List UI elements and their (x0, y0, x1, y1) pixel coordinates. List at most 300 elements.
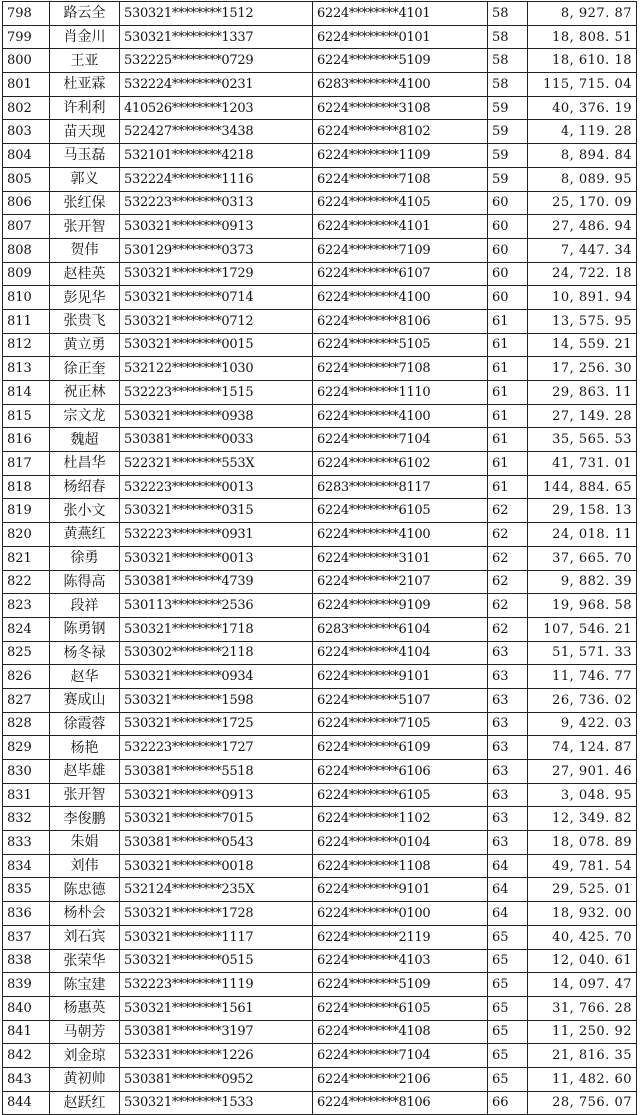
name-cell: 陈勇钢 (50, 617, 120, 641)
id-number-cell: 530321********1725 (120, 712, 313, 736)
name-cell: 赵跃红 (50, 1091, 120, 1115)
amount-cell: 13, 575. 95 (528, 309, 637, 333)
table-row (3, 1020, 637, 1044)
table-row (3, 309, 637, 333)
age-cell: 61 (488, 381, 528, 405)
name-cell: 黄立勇 (50, 333, 120, 357)
amount-cell: 11, 482. 60 (528, 1067, 637, 1091)
amount-cell: 29, 158. 13 (528, 499, 637, 523)
amount-cell: 12, 040. 61 (528, 949, 637, 973)
id-number-cell: 522427********3438 (120, 120, 313, 144)
row-number-cell: 833 (3, 831, 50, 855)
id-number-cell: 532223********0313 (120, 191, 313, 215)
id-number-cell: 530381********3197 (120, 1020, 313, 1044)
age-cell: 60 (488, 262, 528, 286)
table-row (3, 1067, 637, 1091)
bank-card-cell: 6224********1108 (313, 854, 488, 878)
id-number-cell: 530321********0934 (120, 665, 313, 689)
id-number-cell: 530381********5518 (120, 760, 313, 784)
table-row (3, 1044, 637, 1068)
bank-card-cell: 6224********1109 (313, 144, 488, 168)
age-cell: 64 (488, 854, 528, 878)
table-row (3, 428, 637, 452)
id-number-cell: 530321********1729 (120, 262, 313, 286)
table-row (3, 452, 637, 476)
row-number-cell: 826 (3, 665, 50, 689)
name-cell: 张开智 (50, 783, 120, 807)
name-cell: 张红保 (50, 191, 120, 215)
age-cell: 61 (488, 452, 528, 476)
bank-card-cell: 6224********6105 (313, 996, 488, 1020)
amount-cell: 14, 559. 21 (528, 333, 637, 357)
name-cell: 杨冬禄 (50, 641, 120, 665)
name-cell: 贺伟 (50, 238, 120, 262)
amount-cell: 18, 610. 18 (528, 49, 637, 73)
name-cell: 苗天现 (50, 120, 120, 144)
age-cell: 64 (488, 878, 528, 902)
name-cell: 刘石宾 (50, 925, 120, 949)
table-row (3, 333, 637, 357)
table-row (3, 831, 637, 855)
id-number-cell: 532223********0931 (120, 523, 313, 547)
age-cell: 59 (488, 167, 528, 191)
table-row (3, 712, 637, 736)
amount-cell: 8, 927. 87 (528, 2, 637, 26)
age-cell: 62 (488, 546, 528, 570)
table-row (3, 973, 637, 997)
row-number-cell: 824 (3, 617, 50, 641)
id-number-cell: 530321********1718 (120, 617, 313, 641)
amount-cell: 29, 863. 11 (528, 381, 637, 405)
row-number-cell: 840 (3, 996, 50, 1020)
age-cell: 59 (488, 120, 528, 144)
id-number-cell: 532223********1727 (120, 736, 313, 760)
age-cell: 61 (488, 333, 528, 357)
name-cell: 黄燕红 (50, 523, 120, 547)
amount-cell: 41, 731. 01 (528, 452, 637, 476)
name-cell: 徐正奎 (50, 357, 120, 381)
age-cell: 63 (488, 665, 528, 689)
age-cell: 63 (488, 688, 528, 712)
amount-cell: 9, 882. 39 (528, 570, 637, 594)
id-number-cell: 530321********7015 (120, 807, 313, 831)
table-row (3, 404, 637, 428)
row-number-cell: 829 (3, 736, 50, 760)
table-row (3, 357, 637, 381)
row-number-cell: 803 (3, 120, 50, 144)
bank-card-cell: 6224********5109 (313, 973, 488, 997)
row-number-cell: 806 (3, 191, 50, 215)
age-cell: 58 (488, 2, 528, 26)
row-number-cell: 813 (3, 357, 50, 381)
name-cell: 赵毕雄 (50, 760, 120, 784)
table-row (3, 641, 637, 665)
row-number-cell: 816 (3, 428, 50, 452)
table-row (3, 688, 637, 712)
amount-cell: 18, 078. 89 (528, 831, 637, 855)
amount-cell: 18, 932. 00 (528, 902, 637, 926)
name-cell: 肖金川 (50, 25, 120, 49)
bank-card-cell: 6224********7108 (313, 357, 488, 381)
id-number-cell: 530321********1337 (120, 25, 313, 49)
amount-cell: 49, 781. 54 (528, 854, 637, 878)
age-cell: 65 (488, 1020, 528, 1044)
roster-table (2, 1, 637, 1115)
amount-cell: 11, 746. 77 (528, 665, 637, 689)
age-cell: 63 (488, 641, 528, 665)
amount-cell: 19, 968. 58 (528, 594, 637, 618)
table-row (3, 949, 637, 973)
amount-cell: 115, 715. 04 (528, 73, 637, 97)
amount-cell: 40, 376. 19 (528, 96, 637, 120)
amount-cell: 74, 124. 87 (528, 736, 637, 760)
amount-cell: 3, 048. 95 (528, 783, 637, 807)
row-number-cell: 819 (3, 499, 50, 523)
age-cell: 63 (488, 783, 528, 807)
bank-card-cell: 6224********4105 (313, 191, 488, 215)
age-cell: 59 (488, 144, 528, 168)
amount-cell: 29, 525. 01 (528, 878, 637, 902)
row-number-cell: 818 (3, 475, 50, 499)
amount-cell: 10, 891. 94 (528, 286, 637, 310)
age-cell: 60 (488, 215, 528, 239)
row-number-cell: 815 (3, 404, 50, 428)
table-row (3, 617, 637, 641)
bank-card-cell: 6224********2107 (313, 570, 488, 594)
table-row (3, 2, 637, 26)
row-number-cell: 832 (3, 807, 50, 831)
table-row (3, 475, 637, 499)
bank-card-cell: 6224********0104 (313, 831, 488, 855)
table-row (3, 807, 637, 831)
table-row (3, 736, 637, 760)
table-row (3, 760, 637, 784)
name-cell: 张开智 (50, 215, 120, 239)
row-number-cell: 827 (3, 688, 50, 712)
id-number-cell: 532224********0231 (120, 73, 313, 97)
name-cell: 祝正林 (50, 381, 120, 405)
row-number-cell: 805 (3, 167, 50, 191)
table-row (3, 523, 637, 547)
row-number-cell: 830 (3, 760, 50, 784)
table-row (3, 996, 637, 1020)
bank-card-cell: 6224********8106 (313, 1091, 488, 1115)
amount-cell: 11, 250. 92 (528, 1020, 637, 1044)
age-cell: 62 (488, 499, 528, 523)
id-number-cell: 522321********553X (120, 452, 313, 476)
id-number-cell: 530321********0938 (120, 404, 313, 428)
row-number-cell: 810 (3, 286, 50, 310)
id-number-cell: 530321********0913 (120, 215, 313, 239)
amount-cell: 9, 422. 03 (528, 712, 637, 736)
age-cell: 58 (488, 73, 528, 97)
row-number-cell: 800 (3, 49, 50, 73)
age-cell: 62 (488, 523, 528, 547)
bank-card-cell: 6224********5107 (313, 688, 488, 712)
age-cell: 64 (488, 902, 528, 926)
bank-card-cell: 6224********2119 (313, 925, 488, 949)
age-cell: 61 (488, 475, 528, 499)
id-number-cell: 530321********0015 (120, 333, 313, 357)
name-cell: 宗文龙 (50, 404, 120, 428)
bank-card-cell: 6224********3108 (313, 96, 488, 120)
bank-card-cell: 6224********1102 (313, 807, 488, 831)
bank-card-cell: 6224********1110 (313, 381, 488, 405)
row-number-cell: 841 (3, 1020, 50, 1044)
bank-card-cell: 6224********6105 (313, 783, 488, 807)
row-number-cell: 802 (3, 96, 50, 120)
bank-card-cell: 6224********5109 (313, 49, 488, 73)
id-number-cell: 530321********1561 (120, 996, 313, 1020)
amount-cell: 37, 665. 70 (528, 546, 637, 570)
table-row (3, 783, 637, 807)
table-row (3, 49, 637, 73)
bank-card-cell: 6224********9101 (313, 665, 488, 689)
name-cell: 段祥 (50, 594, 120, 618)
id-number-cell: 532101********4218 (120, 144, 313, 168)
bank-card-cell: 6224********7108 (313, 167, 488, 191)
table-row (3, 120, 637, 144)
amount-cell: 25, 170. 09 (528, 191, 637, 215)
name-cell: 张荣华 (50, 949, 120, 973)
age-cell: 63 (488, 807, 528, 831)
id-number-cell: 530129********0373 (120, 238, 313, 262)
id-number-cell: 530381********0033 (120, 428, 313, 452)
age-cell: 62 (488, 570, 528, 594)
name-cell: 魏超 (50, 428, 120, 452)
row-number-cell: 843 (3, 1067, 50, 1091)
bank-card-cell: 6224********4103 (313, 949, 488, 973)
row-number-cell: 804 (3, 144, 50, 168)
id-number-cell: 530381********0952 (120, 1067, 313, 1091)
name-cell: 许利利 (50, 96, 120, 120)
amount-cell: 107, 546. 21 (528, 617, 637, 641)
amount-cell: 24, 018. 11 (528, 523, 637, 547)
table-row (3, 191, 637, 215)
row-number-cell: 823 (3, 594, 50, 618)
amount-cell: 18, 808. 51 (528, 25, 637, 49)
amount-cell: 28, 756. 07 (528, 1091, 637, 1115)
bank-card-cell: 6224********4108 (313, 1020, 488, 1044)
row-number-cell: 831 (3, 783, 50, 807)
row-number-cell: 809 (3, 262, 50, 286)
age-cell: 58 (488, 49, 528, 73)
age-cell: 61 (488, 404, 528, 428)
amount-cell: 7, 447. 34 (528, 238, 637, 262)
id-number-cell: 532223********1515 (120, 381, 313, 405)
age-cell: 63 (488, 831, 528, 855)
amount-cell: 8, 894. 84 (528, 144, 637, 168)
id-number-cell: 532224********1116 (120, 167, 313, 191)
amount-cell: 8, 089. 95 (528, 167, 637, 191)
bank-card-cell: 6224********4104 (313, 641, 488, 665)
name-cell: 王亚 (50, 49, 120, 73)
name-cell: 徐霞蓉 (50, 712, 120, 736)
age-cell: 60 (488, 191, 528, 215)
bank-card-cell: 6224********5105 (313, 333, 488, 357)
bank-card-cell: 6224********6109 (313, 736, 488, 760)
table-row (3, 878, 637, 902)
id-number-cell: 530321********1598 (120, 688, 313, 712)
bank-card-cell: 6283********4100 (313, 73, 488, 97)
row-number-cell: 820 (3, 523, 50, 547)
bank-card-cell: 6224********6102 (313, 452, 488, 476)
id-number-cell: 530321********0712 (120, 309, 313, 333)
bank-card-cell: 6224********7105 (313, 712, 488, 736)
bank-card-cell: 6224********0100 (313, 902, 488, 926)
age-cell: 66 (488, 1091, 528, 1115)
amount-cell: 17, 256. 30 (528, 357, 637, 381)
age-cell: 61 (488, 357, 528, 381)
row-number-cell: 835 (3, 878, 50, 902)
bank-card-cell: 6224********2106 (313, 1067, 488, 1091)
amount-cell: 27, 149. 28 (528, 404, 637, 428)
name-cell: 张小文 (50, 499, 120, 523)
id-number-cell: 530321********0013 (120, 546, 313, 570)
age-cell: 61 (488, 309, 528, 333)
id-number-cell: 530321********0018 (120, 854, 313, 878)
bank-card-cell: 6224********0101 (313, 25, 488, 49)
id-number-cell: 530113********2536 (120, 594, 313, 618)
id-number-cell: 532225********0729 (120, 49, 313, 73)
bank-card-cell: 6224********7104 (313, 1044, 488, 1068)
name-cell: 赛成山 (50, 688, 120, 712)
bank-card-cell: 6224********6105 (313, 499, 488, 523)
table-row (3, 25, 637, 49)
row-number-cell: 828 (3, 712, 50, 736)
name-cell: 陈宝建 (50, 973, 120, 997)
age-cell: 62 (488, 617, 528, 641)
table-row (3, 854, 637, 878)
age-cell: 61 (488, 428, 528, 452)
id-number-cell: 530321********0913 (120, 783, 313, 807)
bank-card-cell: 6224********6106 (313, 760, 488, 784)
name-cell: 黄初帅 (50, 1067, 120, 1091)
bank-card-cell: 6224********8106 (313, 309, 488, 333)
id-number-cell: 530321********1512 (120, 2, 313, 26)
amount-cell: 27, 486. 94 (528, 215, 637, 239)
table-row (3, 144, 637, 168)
table-row (3, 262, 637, 286)
amount-cell: 24, 722. 18 (528, 262, 637, 286)
id-number-cell: 532124********235X (120, 878, 313, 902)
name-cell: 杜亚霖 (50, 73, 120, 97)
age-cell: 65 (488, 1067, 528, 1091)
row-number-cell: 834 (3, 854, 50, 878)
row-number-cell: 799 (3, 25, 50, 49)
bank-card-cell: 6224********7109 (313, 238, 488, 262)
row-number-cell: 821 (3, 546, 50, 570)
amount-cell: 12, 349. 82 (528, 807, 637, 831)
id-number-cell: 530321********1728 (120, 902, 313, 926)
name-cell: 杜昌华 (50, 452, 120, 476)
row-number-cell: 811 (3, 309, 50, 333)
table-row (3, 73, 637, 97)
amount-cell: 26, 736. 02 (528, 688, 637, 712)
row-number-cell: 842 (3, 1044, 50, 1068)
name-cell: 杨朴会 (50, 902, 120, 926)
id-number-cell: 410526********1203 (120, 96, 313, 120)
bank-card-cell: 6283********8117 (313, 475, 488, 499)
age-cell: 58 (488, 25, 528, 49)
table-row (3, 1091, 637, 1115)
bank-card-cell: 6224********4101 (313, 215, 488, 239)
table-row (3, 594, 637, 618)
id-number-cell: 532122********1030 (120, 357, 313, 381)
id-number-cell: 530321********0515 (120, 949, 313, 973)
age-cell: 65 (488, 925, 528, 949)
age-cell: 60 (488, 238, 528, 262)
row-number-cell: 798 (3, 2, 50, 26)
age-cell: 63 (488, 736, 528, 760)
id-number-cell: 530302********2118 (120, 641, 313, 665)
id-number-cell: 530321********0315 (120, 499, 313, 523)
table-row (3, 570, 637, 594)
name-cell: 彭见华 (50, 286, 120, 310)
name-cell: 陈得高 (50, 570, 120, 594)
id-number-cell: 530321********0714 (120, 286, 313, 310)
name-cell: 赵桂英 (50, 262, 120, 286)
amount-cell: 40, 425. 70 (528, 925, 637, 949)
bank-card-cell: 6224********6107 (313, 262, 488, 286)
bank-card-cell: 6224********4100 (313, 523, 488, 547)
row-number-cell: 825 (3, 641, 50, 665)
name-cell: 赵华 (50, 665, 120, 689)
bank-card-cell: 6224********4100 (313, 286, 488, 310)
bank-card-cell: 6224********8102 (313, 120, 488, 144)
amount-cell: 27, 901. 46 (528, 760, 637, 784)
age-cell: 60 (488, 286, 528, 310)
id-number-cell: 530321********1533 (120, 1091, 313, 1115)
row-number-cell: 838 (3, 949, 50, 973)
row-number-cell: 822 (3, 570, 50, 594)
table-row (3, 215, 637, 239)
name-cell: 杨艳 (50, 736, 120, 760)
name-cell: 张贵飞 (50, 309, 120, 333)
row-number-cell: 817 (3, 452, 50, 476)
bank-card-cell: 6283********6104 (313, 617, 488, 641)
row-number-cell: 812 (3, 333, 50, 357)
bank-card-cell: 6224********9109 (313, 594, 488, 618)
age-cell: 63 (488, 712, 528, 736)
bank-card-cell: 6224********3101 (313, 546, 488, 570)
amount-cell: 31, 766. 28 (528, 996, 637, 1020)
table-row (3, 925, 637, 949)
amount-cell: 21, 816. 35 (528, 1044, 637, 1068)
age-cell: 65 (488, 973, 528, 997)
row-number-cell: 837 (3, 925, 50, 949)
table-row (3, 546, 637, 570)
table-row (3, 499, 637, 523)
id-number-cell: 530381********0543 (120, 831, 313, 855)
bank-card-cell: 6224********4101 (313, 2, 488, 26)
bank-card-cell: 6224********4100 (313, 404, 488, 428)
age-cell: 65 (488, 996, 528, 1020)
id-number-cell: 532223********1119 (120, 973, 313, 997)
name-cell: 郭义 (50, 167, 120, 191)
age-cell: 65 (488, 949, 528, 973)
amount-cell: 51, 571. 33 (528, 641, 637, 665)
name-cell: 徐勇 (50, 546, 120, 570)
row-number-cell: 807 (3, 215, 50, 239)
roster-table-body (3, 2, 637, 1115)
name-cell: 路云全 (50, 2, 120, 26)
id-number-cell: 530381********4739 (120, 570, 313, 594)
id-number-cell: 530321********1117 (120, 925, 313, 949)
name-cell: 杨惠英 (50, 996, 120, 1020)
table-row (3, 286, 637, 310)
row-number-cell: 801 (3, 73, 50, 97)
